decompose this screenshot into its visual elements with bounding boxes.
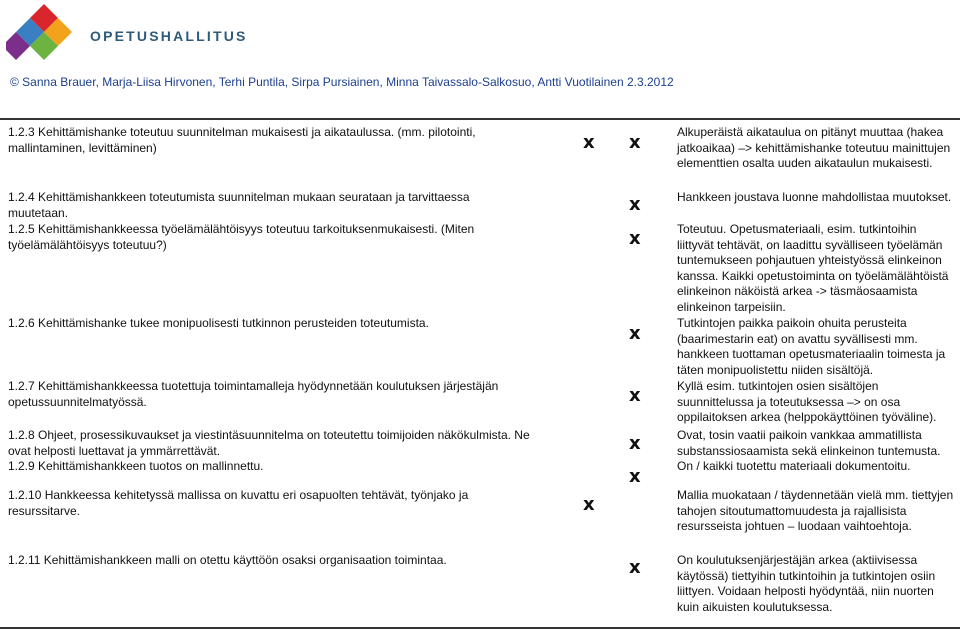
criterion-1-2-9: 1.2.9 Kehittämishankkeen tuotos on mallinnettu. (8, 459, 264, 473)
criterion-1-2-7: 1.2.7 Kehittämishankkeessa tuotettuja toimintamalleja hyödynnetään koulutuksen järjestäjän opetussuunnitelmatyössä. (8, 379, 499, 409)
comment-1-2-3: Alkuperäistä aikataulua on pitänyt muuttaa (hakea jatkoaikaa) –> kehittämishanke toteutuu mainittujen elementtien osalta uuden aikataulun mukaisesti. (677, 125, 951, 171)
mark-x: x (583, 494, 595, 515)
table-top-border (0, 118, 960, 120)
comment-1-2-10: Mallia muokataan / täydennetään vielä mm. tiettyjen tahojen sitoutumattomuudesta ja rajallisista resursseista johtuen – luodaan vaihtoehtoja. (677, 488, 954, 534)
comment-1-2-7: Kyllä esim. tutkintojen osien sisältöjen suunnittelussa ja toteutuksessa –> on osa oppilaitoksen arkea (helppokäyttöinen työväline). (677, 379, 937, 425)
logo-diamond-icon (6, 2, 82, 66)
mark-x: x (629, 557, 641, 578)
logo-wordmark: OPETUSHALLITUS (90, 28, 248, 44)
criterion-1-2-5: 1.2.5 Kehittämishankkeessa työelämälähtöisyys toteutuu tarkoituksenmukaisesti. (Miten työelämälähtöisyys toteutuu?) (8, 222, 475, 252)
comment-1-2-8: Ovat, tosin vaatii paikoin vankkaa ammatillista substanssiosaamista sekä elinkeinon tuntemusta. (677, 428, 941, 458)
comment-1-2-9: On / kaikki tuotettu materiaali dokumentoitu. (677, 459, 911, 473)
comment-1-2-4: Hankkeen joustava luonne mahdollistaa muutokset. (677, 190, 952, 204)
criterion-1-2-10: 1.2.10 Hankkeessa kehitetyssä mallissa on kuvattu eri osapuolten tehtävät, työnjako ja resurssitarve. (8, 488, 469, 518)
mark-x: x (583, 132, 595, 153)
opetushallitus-logo (6, 2, 248, 66)
comment-1-2-6: Tutkintojen paikka paikoin ohuita perusteita (baarimestarin eat) on avattu syvällisesti mm. hankkeen tuottaman opetusmateriaalin toimesta ja täten monipuolistettu niiden sisältöjä. (677, 316, 946, 377)
criterion-1-2-11: 1.2.11 Kehittämishankkeen malli on otettu käyttöön osaksi organisaation toimintaa. (8, 553, 447, 567)
table-bottom-border (0, 627, 960, 629)
mark-x: x (629, 194, 641, 215)
criterion-1-2-6: 1.2.6 Kehittämishanke tukee monipuolisesti tutkinnon perusteiden toteutumista. (8, 316, 429, 330)
mark-x: x (629, 132, 641, 153)
mark-x: x (629, 466, 641, 487)
copyright-credit: © Sanna Brauer, Marja-Liisa Hirvonen, Terhi Puntila, Sirpa Pursiainen, Minna Taivassalo-Salkosuo, Antti Vuotilainen 2.3.2012 (10, 75, 674, 89)
comment-1-2-11: On koulutuksenjärjestäjän arkea (aktiivisessa käytössä) tiettyihin tutkintoihin ja tutkintojen osiin liittyen. Voidaan helposti hyödyntää, niin nuorten kuin aikuisten koulutuksessa. (677, 553, 936, 614)
criterion-1-2-3: 1.2.3 Kehittämishanke toteutuu suunnitelman mukaisesti ja aikataulussa. (mm. pilotointi, mallintaminen, levittäminen) (8, 125, 476, 155)
mark-x: x (629, 433, 641, 454)
mark-x: x (629, 323, 641, 344)
criterion-1-2-4: 1.2.4 Kehittämishankkeen toteutumista suunnitelman mukaan seurataan ja tarvittaessa muutetaan. (8, 190, 470, 220)
mark-x: x (629, 385, 641, 406)
comment-1-2-5: Toteutuu. Opetusmateriaali, esim. tutkintoihin liittyvät tehtävät, on laadittu syvälliseen työelämän tuntemukseen pohjautuen yhteistyössä elinkeinon kanssa. Kaikki opetustoiminta on työelämälähtöistä elinkeinon näköistä arkea -> täsmäosaamista elinkeinon tarpeisiin. (677, 222, 949, 314)
criterion-1-2-8: 1.2.8 Ohjeet, prosessikuvaukset ja viestintäsuunnitelma on toteutettu toimijoiden näkökulmista. Ne ovat helposti luettavat ja ymmärrettävät. (8, 428, 530, 458)
mark-x: x (629, 228, 641, 249)
